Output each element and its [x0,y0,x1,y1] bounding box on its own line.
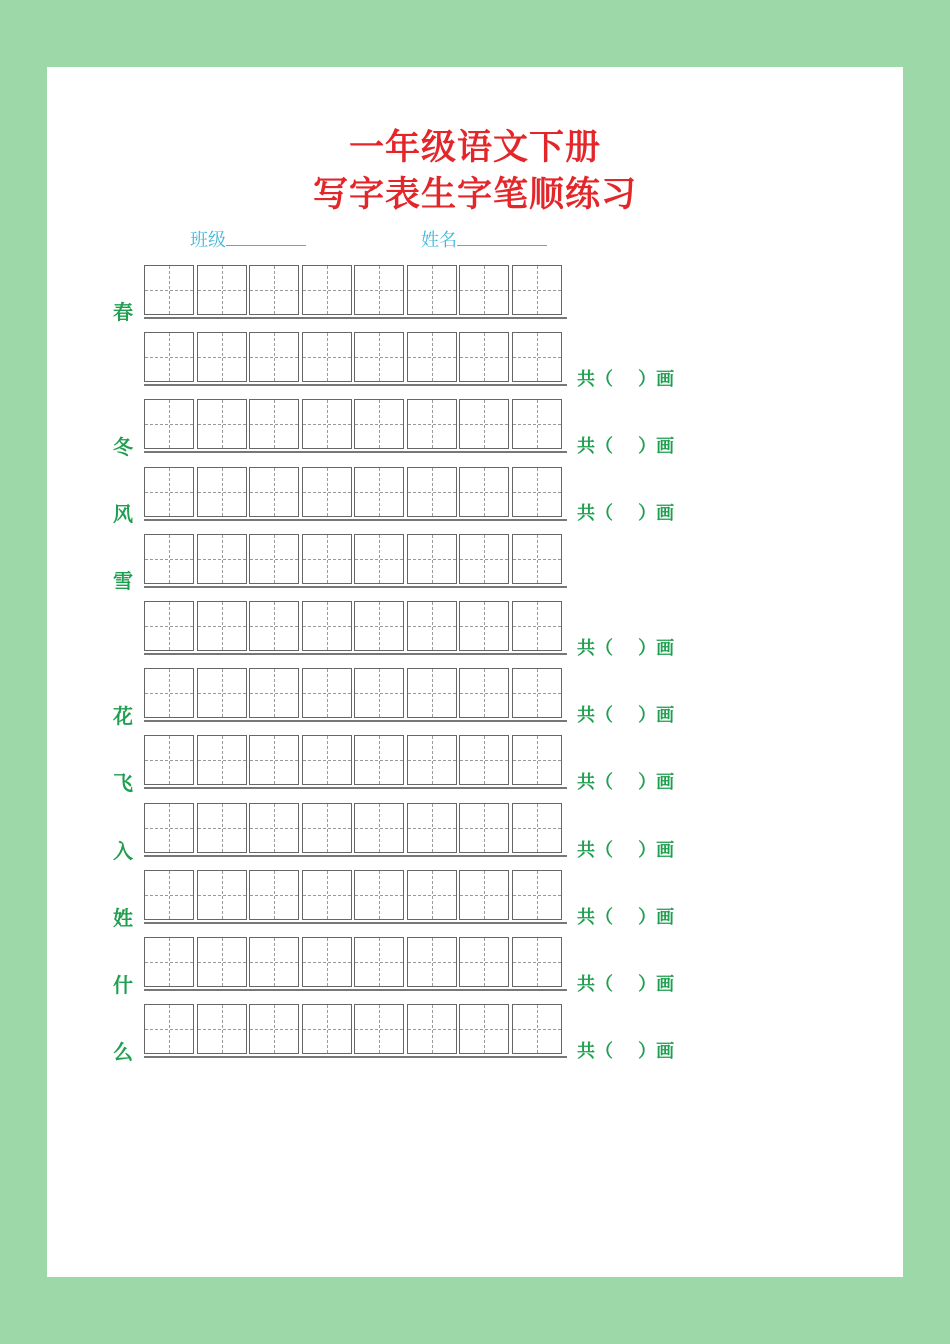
tianzige-cell[interactable] [144,467,194,517]
tianzige-cell[interactable] [512,332,562,382]
tianzige-cell[interactable] [249,399,299,449]
tianzige-cell[interactable] [512,937,562,987]
tianzige-cell[interactable] [249,735,299,785]
tianzige-cell[interactable] [144,803,194,853]
tianzige-cell[interactable] [302,399,352,449]
grid-row [144,399,567,453]
tianzige-cell[interactable] [197,332,247,382]
tianzige-cell[interactable] [459,601,509,651]
name-blank[interactable] [457,227,547,246]
tianzige-cell[interactable] [459,870,509,920]
tianzige-cell[interactable] [407,1004,457,1054]
char-label-dong: 冬 [113,435,133,459]
tianzige-cell[interactable] [512,601,562,651]
grid-row [144,467,567,521]
grid-row [144,668,567,722]
tianzige-cell[interactable] [354,668,404,718]
tianzige-cell[interactable] [459,735,509,785]
tianzige-cell[interactable] [302,534,352,584]
tianzige-cell[interactable] [354,601,404,651]
tianzige-cell[interactable] [459,668,509,718]
grid-row [144,601,567,655]
name-label: 姓名 [421,230,457,251]
tianzige-cell[interactable] [407,735,457,785]
stroke-count-ru: 共（ ）画 [577,840,675,861]
grid-row [144,1004,567,1058]
stroke-count-chun: 共（ ）画 [577,369,675,390]
char-label-me: 么 [113,1040,133,1064]
grid-row [144,937,567,991]
tianzige-cell[interactable] [459,937,509,987]
tianzige-cell[interactable] [197,803,247,853]
stroke-count-xing: 共（ ）画 [577,907,675,928]
char-label-hua: 花 [113,704,133,728]
tianzige-cell[interactable] [354,937,404,987]
char-label-chun: 春 [113,300,133,324]
tianzige-cell[interactable] [512,265,562,315]
tianzige-cell[interactable] [354,399,404,449]
tianzige-cell[interactable] [354,1004,404,1054]
tianzige-cell[interactable] [197,1004,247,1054]
tianzige-cell[interactable] [512,534,562,584]
grid-row [144,870,567,924]
tianzige-cell[interactable] [249,870,299,920]
char-label-xue: 雪 [113,569,133,593]
tianzige-cell[interactable] [354,803,404,853]
tianzige-cell[interactable] [197,937,247,987]
class-field [190,226,306,252]
tianzige-cell[interactable] [197,735,247,785]
tianzige-cell[interactable] [354,467,404,517]
char-label-ru: 入 [113,839,133,863]
tianzige-cell[interactable] [249,534,299,584]
tianzige-cell[interactable] [407,601,457,651]
tianzige-cell[interactable] [512,1004,562,1054]
tianzige-cell[interactable] [144,265,194,315]
tianzige-cell[interactable] [144,668,194,718]
tianzige-cell[interactable] [302,601,352,651]
tianzige-cell[interactable] [459,332,509,382]
tianzige-cell[interactable] [459,534,509,584]
tianzige-cell[interactable] [197,870,247,920]
stroke-count-me: 共（ ）画 [577,1041,675,1062]
tianzige-cell[interactable] [459,399,509,449]
tianzige-cell[interactable] [144,534,194,584]
char-label-shen: 什 [113,973,133,997]
tianzige-cell[interactable] [512,870,562,920]
tianzige-cell[interactable] [302,937,352,987]
tianzige-cell[interactable] [407,668,457,718]
tianzige-cell[interactable] [407,803,457,853]
tianzige-cell[interactable] [144,332,194,382]
stroke-count-shen: 共（ ）画 [577,974,675,995]
grid-row [144,534,567,588]
char-label-xing: 姓 [113,906,133,930]
tianzige-cell[interactable] [512,668,562,718]
tianzige-cell[interactable] [197,601,247,651]
tianzige-cell[interactable] [144,735,194,785]
tianzige-cell[interactable] [302,1004,352,1054]
grid-row [144,265,567,319]
tianzige-cell[interactable] [302,735,352,785]
tianzige-cell[interactable] [302,467,352,517]
tianzige-cell[interactable] [302,265,352,315]
char-label-feng: 风 [113,502,133,526]
tianzige-cell[interactable] [407,265,457,315]
tianzige-cell[interactable] [407,937,457,987]
tianzige-cell[interactable] [459,265,509,315]
grid-row [144,332,567,386]
stroke-count-fei: 共（ ）画 [577,772,675,793]
tianzige-cell[interactable] [197,399,247,449]
tianzige-cell[interactable] [407,399,457,449]
tianzige-cell[interactable] [459,467,509,517]
name-field [421,226,547,252]
title-line-2: 写字表生字笔顺练习 [312,175,637,215]
tianzige-cell[interactable] [407,467,457,517]
tianzige-cell[interactable] [407,870,457,920]
tianzige-cell[interactable] [407,534,457,584]
tianzige-cell[interactable] [249,803,299,853]
tianzige-cell[interactable] [354,870,404,920]
tianzige-cell[interactable] [249,467,299,517]
tianzige-cell[interactable] [144,870,194,920]
tianzige-cell[interactable] [144,399,194,449]
tianzige-cell[interactable] [512,399,562,449]
tianzige-cell[interactable] [144,601,194,651]
tianzige-cell[interactable] [249,601,299,651]
stroke-count-xue: 共（ ）画 [577,638,675,659]
tianzige-cell[interactable] [512,735,562,785]
tianzige-cell[interactable] [354,735,404,785]
grid-row [144,735,567,789]
grid-row [144,803,567,857]
title-line-1: 一年级语文下册 [348,128,601,168]
tianzige-cell[interactable] [197,467,247,517]
tianzige-cell[interactable] [354,332,404,382]
tianzige-cell[interactable] [512,467,562,517]
tianzige-cell[interactable] [354,265,404,315]
tianzige-cell[interactable] [144,1004,194,1054]
class-blank[interactable] [226,227,306,246]
tianzige-cell[interactable] [407,332,457,382]
class-label: 班级 [190,230,226,251]
tianzige-cell[interactable] [459,803,509,853]
tianzige-cell[interactable] [249,265,299,315]
tianzige-cell[interactable] [459,1004,509,1054]
tianzige-cell[interactable] [197,265,247,315]
tianzige-cell[interactable] [249,937,299,987]
tianzige-cell[interactable] [302,668,352,718]
tianzige-cell[interactable] [302,870,352,920]
tianzige-cell[interactable] [512,803,562,853]
char-label-fei: 飞 [113,771,133,795]
stroke-count-feng: 共（ ）画 [577,503,675,524]
tianzige-cell[interactable] [302,803,352,853]
stroke-count-hua: 共（ ）画 [577,705,675,726]
tianzige-cell[interactable] [249,1004,299,1054]
stroke-count-dong: 共（ ）画 [577,436,675,457]
tianzige-cell[interactable] [249,332,299,382]
tianzige-cell[interactable] [249,668,299,718]
tianzige-cell[interactable] [302,332,352,382]
tianzige-cell[interactable] [197,668,247,718]
tianzige-cell[interactable] [354,534,404,584]
tianzige-cell[interactable] [197,534,247,584]
tianzige-cell[interactable] [144,937,194,987]
